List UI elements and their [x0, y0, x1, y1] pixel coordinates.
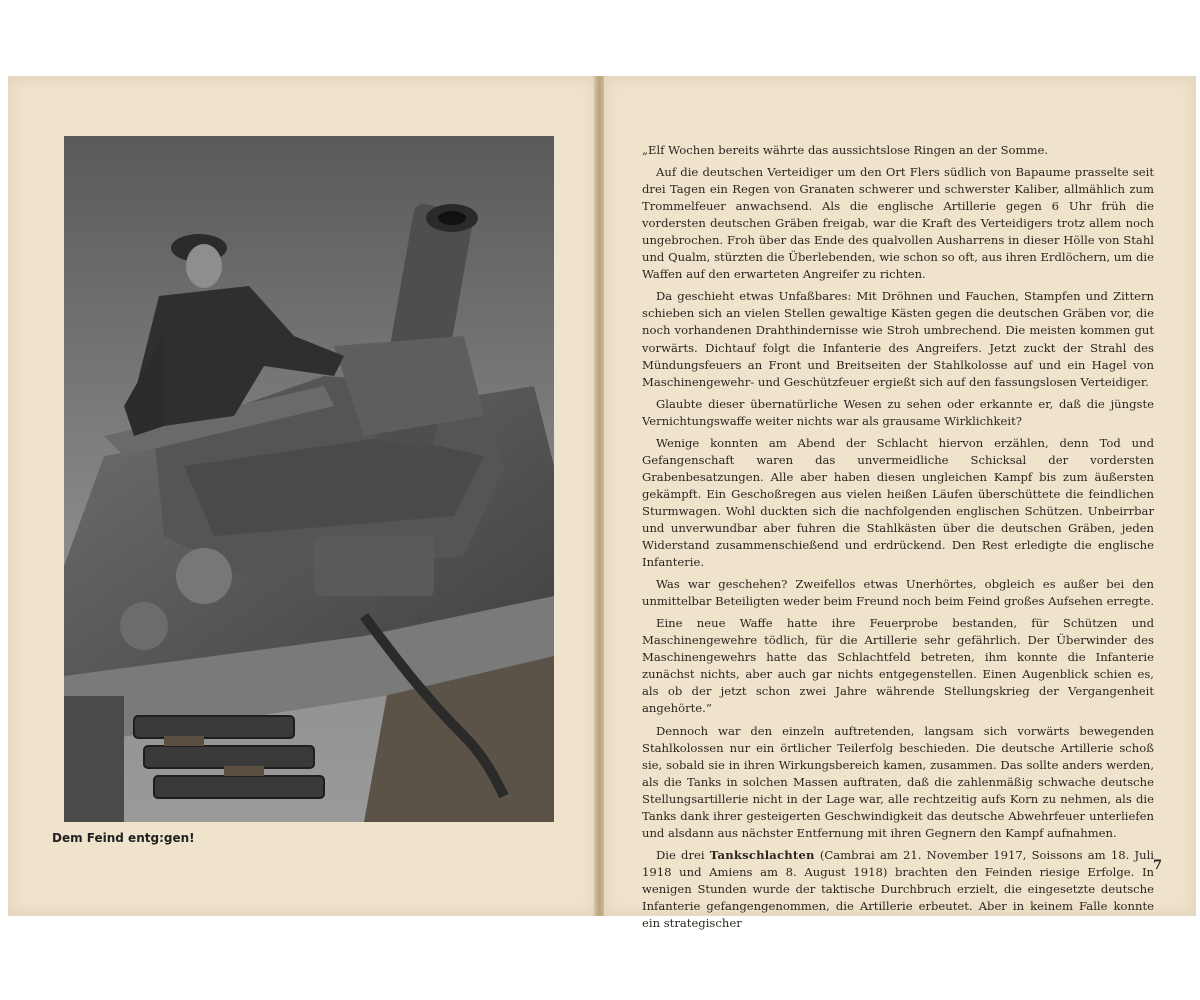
- paragraph: Wenige konnten am Abend der Schlacht hiervon erzählen, denn Tod und Gefangenschaft waren das unvermeidliche Schicksal der vordersten Grabenbesatzungen. Alle aber haben diesen ungleichen Kampf bis zum äußersten gekämpft. Ein Geschoßregen aus vielen heißen Läufen überschüttete die feindlichen Sturmwagen. Wohl duckten sich die nachfolgenden englischen Schützen. Unbeirrbar und unverwundbar aber fuhren die Stahlkästen über die deutschen Gräben, jeden Widerstand zusammenschießend und erdrückend. Den Rest erledigte die englische Infanterie.: [642, 435, 1154, 570]
- paragraph: Auf die deutschen Verteidiger um den Ort Flers südlich von Bapaume prasselte seit drei Tagen ein Regen von Granaten schwerer und schwerster Kaliber, allmählich zum Trommelfeuer anwachsend. Als die englische Artillerie gegen 6 Uhr früh die vordersten deutschen Gräben freigab, war die Kraft des Verteidigers trotz allem noch ungebrochen. Froh über das Ende des qualvollen Ausharrens in dieser Hölle von Stahl und Qualm, stürzten die Überlebenden, wie schon so oft, aus ihren Erdlöchern, um die Waffen auf den erwarteten Angreifer zu richten.: [642, 165, 1154, 282]
- page-number: 7: [1152, 858, 1162, 873]
- body-text: [642, 142, 1154, 937]
- right-page: [604, 76, 1196, 931]
- paragraph: Dennoch war den einzeln auftretenden, langsam sich vorwärts bewegenden Stahlkolossen nur ein örtlicher Teilerfolg beschieden. Die deutsche Artillerie schoß sie, sobald sie in ihren Wirkungsbereich kamen, zusammen. Das sollte anders werden, als die Tanks in solchen Massen auftraten, daß die zahlenmäßig schwache deutsche Stellungsartillerie nicht in der Lage war, alle rechtzeitig aufs Korn zu nehmen, als die Tanks dank ihrer gesteigerten Geschwindigkeit das deutsche Abwehrfeuer unterliefen und alsdann aus nächster Entfernung mit ihren Gegnern den Kampf aufnahmen.: [642, 723, 1154, 840]
- photo-caption: Dem Feind entg:gen!: [52, 831, 195, 845]
- paragraph: Glaubte dieser übernatürliche Wesen zu sehen oder erkannte er, daß die jüngste Vernichtungswaffe weiter nichts war als grausame Wirklichkeit?: [642, 396, 1154, 428]
- paragraph: Was war geschehen? Zweifellos etwas Unerhörtes, obgleich es außer bei den unmittelbar Beteiligten weder beim Freund noch beim Feind großes Aufsehen erregte.: [642, 577, 1155, 609]
- paragraph: Da geschieht etwas Unfaßbares: Mit Dröhnen und Fauchen, Stampfen und Zittern schieben sich an vielen Stellen gewaltige Kästen gegen die deutschen Gräben vor, die noch vorhandenen Drahthindernisse wie Stroh umbrechend. Die meisten kommen gut vorwärts. Dichtauf folgt die Infanterie des Angreifers. Jetzt zuckt der Strahl des Mündungsfeuers an Front und Breitseiten der Stahlkolosse auf und ein Hagel von Maschinengewehr- und Geschützfeuer ergießt sich auf den fassungslosen Verteidiger.: [642, 289, 1154, 389]
- tank-photo-illustration: [64, 136, 554, 822]
- bold-term: Tankschlachten: [709, 847, 815, 862]
- paragraph-text: (Cambrai am 21. November 1917, Soissons am 18. Juli 1918 und Amiens am 8. August 1918) brachten den Feinden riesige Erfolge. In wenigen Stunden wurde der taktische Durchbruch erzielt, die eingesetzte deutsche Infanterie gefangengenommen, die Artillerie erbeutet. Aber in keinem Falle konnte ein strategischer: [642, 847, 1154, 931]
- paragraph: „Elf Wochen bereits währte das aussichtslose Ringen an der Somme.: [642, 143, 1049, 157]
- left-page: [8, 76, 596, 916]
- paragraph: Eine neue Waffe hatte ihre Feuerprobe bestanden, für Schützen und Maschinengewehre tödlich, für die Artillerie sehr gefährlich. Der Überwinder des Maschinengewehrs hatte das Schlachtfeld betreten, ihm konnte die Infanterie zunächst nichts, aber auch gar nichts entgegenstellen. Einen Augenblick schien es, als ob der jetzt schon zwei Jahre währende Stellungskrieg der Vergangenheit angehörte.“: [642, 616, 1154, 716]
- paragraph-tank-battles: [642, 847, 1154, 932]
- tank-commander-photo: [64, 136, 554, 822]
- paragraph-text: Die drei: [656, 847, 710, 862]
